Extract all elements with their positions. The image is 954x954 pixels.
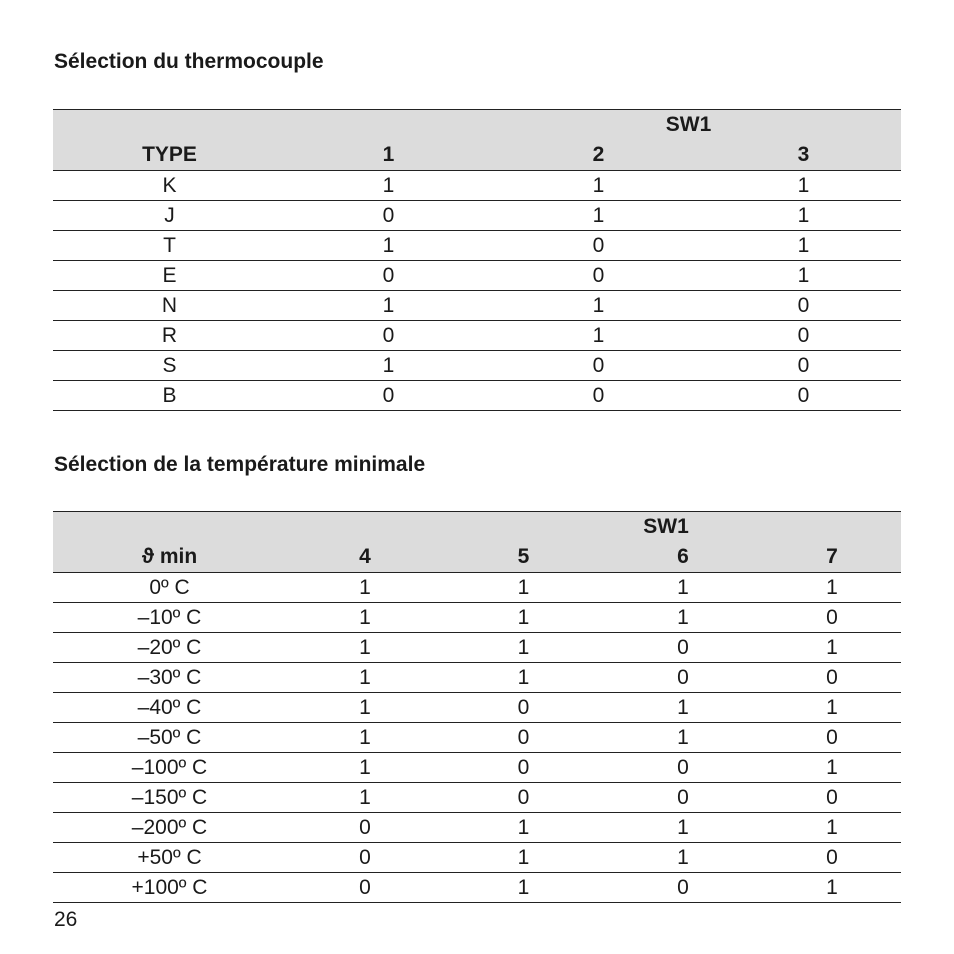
table-row xyxy=(53,723,901,753)
table-row xyxy=(53,843,901,873)
switch-value-cell: 1 xyxy=(603,843,763,873)
sw1-group-header: SW1 xyxy=(665,113,712,136)
row-label-cell: 0º C xyxy=(53,573,286,603)
table-row xyxy=(53,291,901,321)
switch-value-cell: 0 xyxy=(286,873,444,903)
switch-value-cell: 1 xyxy=(603,693,763,723)
switch-value-cell: 1 xyxy=(491,171,706,201)
switch-value-cell: 0 xyxy=(491,351,706,381)
switch-value-cell: 1 xyxy=(286,351,491,381)
table-row xyxy=(53,261,901,291)
switch-value-cell: 1 xyxy=(603,723,763,753)
switch-value-cell: 0 xyxy=(286,813,444,843)
switch-value-cell: 0 xyxy=(603,783,763,813)
row-label-cell: –100º C xyxy=(53,753,286,783)
table-row xyxy=(53,633,901,663)
min-temperature-heading: Sélection de la température minimale xyxy=(54,453,426,476)
switch-value-cell: 0 xyxy=(286,321,491,351)
switch-value-cell: 1 xyxy=(706,171,901,201)
row-label-cell: –200º C xyxy=(53,813,286,843)
table-row xyxy=(53,753,901,783)
row-label-cell: –30º C xyxy=(53,663,286,693)
table-row xyxy=(53,381,901,411)
switch-value-cell: 0 xyxy=(763,663,901,693)
switch-value-cell: 1 xyxy=(286,171,491,201)
row-label-cell: J xyxy=(53,201,286,231)
switch-value-cell: 0 xyxy=(286,381,491,411)
switch-value-cell: 1 xyxy=(444,603,603,633)
row-label-cell: –10º C xyxy=(53,603,286,633)
switch-value-cell: 1 xyxy=(763,813,901,843)
column-header-switch: 2 xyxy=(491,140,706,171)
switch-value-cell: 1 xyxy=(286,753,444,783)
switch-value-cell: 0 xyxy=(491,261,706,291)
switch-value-cell: 1 xyxy=(286,723,444,753)
row-label-cell: K xyxy=(53,171,286,201)
column-header-label: ϑ min xyxy=(53,542,286,573)
page-number: 26 xyxy=(54,908,78,931)
row-label-cell: T xyxy=(53,231,286,261)
switch-value-cell: 0 xyxy=(491,381,706,411)
row-label-cell: R xyxy=(53,321,286,351)
table-row xyxy=(53,693,901,723)
table-row xyxy=(53,231,901,261)
row-label-cell: –40º C xyxy=(53,693,286,723)
table-row xyxy=(53,603,901,633)
switch-value-cell: 1 xyxy=(286,231,491,261)
switch-value-cell: 0 xyxy=(444,753,603,783)
table-row xyxy=(53,201,901,231)
switch-value-cell: 0 xyxy=(706,321,901,351)
row-label-cell: B xyxy=(53,381,286,411)
switch-value-cell: 1 xyxy=(706,201,901,231)
switch-value-cell: 0 xyxy=(763,783,901,813)
switch-value-cell: 0 xyxy=(706,381,901,411)
switch-value-cell: 1 xyxy=(763,573,901,603)
switch-value-cell: 0 xyxy=(444,693,603,723)
switch-value-cell: 0 xyxy=(286,201,491,231)
switch-value-cell: 1 xyxy=(763,693,901,723)
switch-value-cell: 0 xyxy=(763,723,901,753)
switch-value-cell: 1 xyxy=(286,663,444,693)
switch-value-cell: 0 xyxy=(444,723,603,753)
switch-value-cell: 1 xyxy=(286,633,444,663)
switch-value-cell: 1 xyxy=(444,663,603,693)
switch-value-cell: 1 xyxy=(603,603,763,633)
switch-value-cell: 0 xyxy=(444,783,603,813)
switch-value-cell: 1 xyxy=(491,321,706,351)
column-header-switch: 6 xyxy=(603,542,763,573)
switch-value-cell: 1 xyxy=(763,633,901,663)
table-row xyxy=(53,813,901,843)
switch-value-cell: 1 xyxy=(444,873,603,903)
switch-value-cell: 0 xyxy=(763,843,901,873)
switch-value-cell: 1 xyxy=(286,693,444,723)
switch-value-cell: 0 xyxy=(763,603,901,633)
column-header-switch: 4 xyxy=(286,542,444,573)
switch-value-cell: 1 xyxy=(491,201,706,231)
switch-value-cell: 0 xyxy=(706,291,901,321)
row-label-cell: –50º C xyxy=(53,723,286,753)
row-label-cell: N xyxy=(53,291,286,321)
table-row xyxy=(53,351,901,381)
column-header-switch: 7 xyxy=(763,542,901,573)
row-label-cell: E xyxy=(53,261,286,291)
switch-value-cell: 1 xyxy=(286,783,444,813)
table-row xyxy=(53,663,901,693)
min-temperature-table xyxy=(53,511,901,903)
switch-value-cell: 1 xyxy=(491,291,706,321)
switch-value-cell: 0 xyxy=(286,843,444,873)
switch-value-cell: 1 xyxy=(763,873,901,903)
switch-value-cell: 1 xyxy=(444,573,603,603)
table-row xyxy=(53,573,901,603)
switch-value-cell: 0 xyxy=(603,753,763,783)
switch-value-cell: 0 xyxy=(603,663,763,693)
column-header-switch: 5 xyxy=(444,542,603,573)
column-header-label: TYPE xyxy=(53,140,286,171)
row-label-cell: –20º C xyxy=(53,633,286,663)
switch-value-cell: 1 xyxy=(763,753,901,783)
column-header-switch: 3 xyxy=(706,140,901,171)
switch-value-cell: 0 xyxy=(603,873,763,903)
row-label-cell: –150º C xyxy=(53,783,286,813)
switch-value-cell: 0 xyxy=(603,633,763,663)
thermocouple-heading: Sélection du thermocouple xyxy=(54,50,324,73)
table-row xyxy=(53,171,901,201)
switch-value-cell: 1 xyxy=(286,603,444,633)
switch-value-cell: 1 xyxy=(706,231,901,261)
switch-value-cell: 1 xyxy=(444,813,603,843)
table-row xyxy=(53,873,901,903)
switch-value-cell: 1 xyxy=(603,813,763,843)
switch-value-cell: 1 xyxy=(603,573,763,603)
switch-value-cell: 0 xyxy=(286,261,491,291)
switch-value-cell: 0 xyxy=(706,351,901,381)
sw1-group-header: SW1 xyxy=(643,515,689,538)
thermocouple-table xyxy=(53,109,901,411)
table-row xyxy=(53,783,901,813)
row-label-cell: +100º C xyxy=(53,873,286,903)
switch-value-cell: 1 xyxy=(286,573,444,603)
switch-value-cell: 1 xyxy=(286,291,491,321)
row-label-cell: S xyxy=(53,351,286,381)
switch-value-cell: 1 xyxy=(444,843,603,873)
switch-value-cell: 0 xyxy=(491,231,706,261)
switch-value-cell: 1 xyxy=(706,261,901,291)
column-header-switch: 1 xyxy=(286,140,491,171)
table-row xyxy=(53,321,901,351)
switch-value-cell: 1 xyxy=(444,633,603,663)
row-label-cell: +50º C xyxy=(53,843,286,873)
